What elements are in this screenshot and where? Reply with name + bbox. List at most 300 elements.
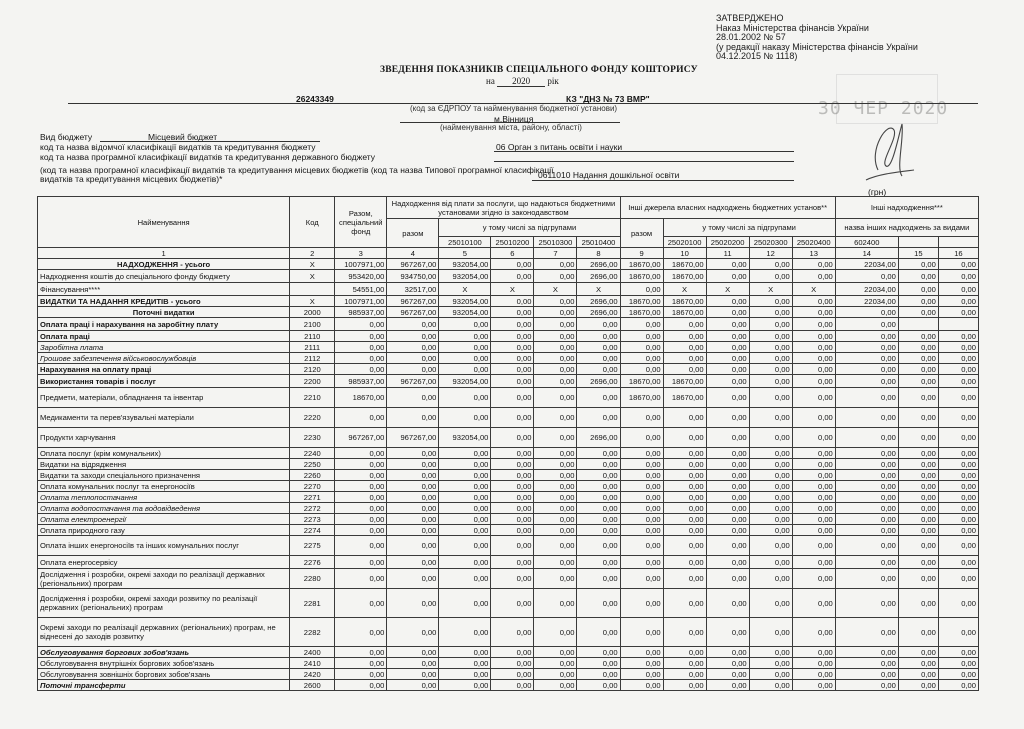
sub-code: 25020200 [706, 237, 749, 248]
row-name: ВИДАТКИ ТА НАДАННЯ КРЕДИТІВ - усього [38, 296, 290, 307]
table-row [38, 536, 979, 556]
row-value: 0,00 [577, 514, 620, 525]
row-value: 0,00 [835, 514, 898, 525]
row-code: 2600 [290, 680, 335, 691]
row-value: 0,00 [749, 318, 792, 331]
row-code: 2400 [290, 647, 335, 658]
row-value: 0,00 [898, 669, 938, 680]
row-value: 967267,00 [335, 428, 387, 448]
currency-unit: (грн) [868, 187, 887, 197]
row-value: X [706, 283, 749, 296]
row-value: 0,00 [835, 669, 898, 680]
row-value: 0,00 [577, 680, 620, 691]
row-value: 0,00 [620, 459, 663, 470]
table-row [38, 459, 979, 470]
row-value: 0,00 [749, 481, 792, 492]
row-value: 0,00 [491, 307, 534, 318]
row-value: 0,00 [749, 569, 792, 589]
row-code: 2111 [290, 342, 335, 353]
col-number: 10 [663, 248, 706, 259]
row-value: 0,00 [387, 647, 439, 658]
row-value: 0,00 [706, 525, 749, 536]
sub-code: 25020400 [792, 237, 835, 248]
row-value: 0,00 [387, 589, 439, 618]
row-value: 0,00 [335, 658, 387, 669]
row-value: 0,00 [706, 481, 749, 492]
row-code: 2281 [290, 589, 335, 618]
row-value: 0,00 [898, 283, 938, 296]
row-value: X [749, 283, 792, 296]
row-value: 0,00 [335, 589, 387, 618]
row-name: Оплата праці і нарахування на заробітну плату [38, 318, 290, 331]
row-name: Оплата водопостачання та водовідведення [38, 503, 290, 514]
row-name: Використання товарів і послуг [38, 375, 290, 388]
table-row [38, 647, 979, 658]
row-value: 0,00 [706, 658, 749, 669]
row-code: 2270 [290, 481, 335, 492]
row-value: 0,00 [706, 388, 749, 408]
row-value: 0,00 [439, 353, 491, 364]
row-value: 967267,00 [387, 296, 439, 307]
row-value: 0,00 [335, 481, 387, 492]
row-value: 2696,00 [577, 296, 620, 307]
row-value: 18670,00 [663, 307, 706, 318]
row-code [290, 283, 335, 296]
row-value: 0,00 [898, 618, 938, 647]
row-value: 0,00 [577, 459, 620, 470]
row-value: 0,00 [491, 647, 534, 658]
header-sum: разом [620, 219, 663, 248]
row-value: 0,00 [749, 428, 792, 448]
table-row [38, 296, 979, 307]
row-value: 0,00 [749, 459, 792, 470]
row-value: 0,00 [898, 259, 938, 270]
col-number: 3 [335, 248, 387, 259]
row-value: 0,00 [620, 353, 663, 364]
row-code: 2220 [290, 408, 335, 428]
approval-line: ЗАТВЕРДЖЕНО [716, 13, 784, 23]
row-value: 0,00 [749, 536, 792, 556]
row-value: 0,00 [577, 525, 620, 536]
row-value [898, 318, 938, 331]
header-other-income-group: Інші надходження*** [835, 197, 978, 219]
row-value: 0,00 [577, 481, 620, 492]
row-value: 0,00 [792, 408, 835, 428]
table-row [38, 569, 979, 589]
row-name: Грошове забезпечення військовослужбовців [38, 353, 290, 364]
row-value: 0,00 [577, 658, 620, 669]
row-value: 0,00 [387, 503, 439, 514]
row-value: 0,00 [387, 318, 439, 331]
row-value: 0,00 [620, 283, 663, 296]
row-value: 0,00 [898, 375, 938, 388]
row-value: 0,00 [938, 364, 978, 375]
header-sum: разом [387, 219, 439, 248]
row-value: 0,00 [335, 503, 387, 514]
row-name: Оплата енергосервісу [38, 556, 290, 569]
row-name: Поточні трансферти [38, 680, 290, 691]
row-value: 18670,00 [663, 259, 706, 270]
row-value: 0,00 [938, 470, 978, 481]
row-value: 934750,00 [387, 270, 439, 283]
row-value: 0,00 [792, 459, 835, 470]
row-name: Оплата інших енергоносіїв та інших комунальних послуг [38, 536, 290, 556]
row-value: 0,00 [620, 669, 663, 680]
row-value: 0,00 [387, 525, 439, 536]
sub-code: 25010300 [534, 237, 577, 248]
table-row [38, 481, 979, 492]
row-value: 0,00 [577, 364, 620, 375]
row-value: 0,00 [577, 669, 620, 680]
row-value: 967267,00 [387, 375, 439, 388]
row-value: 0,00 [898, 525, 938, 536]
row-value: 0,00 [491, 618, 534, 647]
row-value: 0,00 [835, 307, 898, 318]
col-number: 7 [534, 248, 577, 259]
row-value: 0,00 [898, 408, 938, 428]
table-row [38, 388, 979, 408]
row-name: Дослідження і розробки, окремі заходи по реалізації державних (регіональних) програм [38, 569, 290, 589]
row-value: 0,00 [387, 353, 439, 364]
row-value: 0,00 [491, 270, 534, 283]
row-value: 0,00 [663, 459, 706, 470]
table-row [38, 658, 979, 669]
row-value: 0,00 [792, 318, 835, 331]
row-value: 0,00 [577, 492, 620, 503]
row-value: 0,00 [749, 525, 792, 536]
row-value: 0,00 [491, 388, 534, 408]
row-value: 0,00 [620, 658, 663, 669]
row-value: 0,00 [577, 569, 620, 589]
budget-type-label: Вид бюджету [40, 132, 93, 142]
row-value: 0,00 [335, 680, 387, 691]
row-value: 0,00 [620, 448, 663, 459]
table-row [38, 270, 979, 283]
table-row [38, 259, 979, 270]
row-value: 0,00 [835, 318, 898, 331]
row-value: 0,00 [335, 618, 387, 647]
year-line [486, 76, 559, 87]
row-value: 0,00 [835, 270, 898, 283]
row-code: 2276 [290, 556, 335, 569]
prog-local-label: (код та назва програмної класифікації видатків та кредитування місцевих бюджетів (код та назва Типової програмної класифікації [40, 165, 554, 175]
row-value: 0,00 [491, 259, 534, 270]
table-row [38, 408, 979, 428]
row-value: 0,00 [439, 331, 491, 342]
row-value: 0,00 [749, 375, 792, 388]
row-value: 0,00 [387, 459, 439, 470]
row-value: 0,00 [792, 270, 835, 283]
row-value: 0,00 [898, 307, 938, 318]
row-value: 0,00 [663, 680, 706, 691]
row-value: 0,00 [749, 342, 792, 353]
row-code: 2273 [290, 514, 335, 525]
row-value: 0,00 [898, 459, 938, 470]
sub-code: 25010100 [439, 237, 491, 248]
row-code: 2210 [290, 388, 335, 408]
divider [494, 161, 794, 162]
row-value: 0,00 [534, 470, 577, 481]
row-value: 0,00 [706, 680, 749, 691]
row-value: 0,00 [706, 556, 749, 569]
row-value: 0,00 [577, 589, 620, 618]
row-value: 0,00 [491, 569, 534, 589]
row-name: Продукти харчування [38, 428, 290, 448]
row-value: 0,00 [749, 589, 792, 618]
row-value: 22034,00 [835, 283, 898, 296]
row-value: 0,00 [792, 353, 835, 364]
row-name: Оплата праці [38, 331, 290, 342]
row-value: 0,00 [898, 589, 938, 618]
table-row [38, 364, 979, 375]
header-total: Разом, спеціальний фонд [335, 197, 387, 248]
row-code: 2250 [290, 459, 335, 470]
row-value: 18670,00 [620, 375, 663, 388]
row-value: 0,00 [491, 375, 534, 388]
row-value: 0,00 [335, 647, 387, 658]
row-value: 2696,00 [577, 259, 620, 270]
row-value: 0,00 [835, 618, 898, 647]
row-value: 985937,00 [335, 307, 387, 318]
row-value: 0,00 [577, 470, 620, 481]
row-value: 0,00 [749, 503, 792, 514]
row-value: 18670,00 [620, 388, 663, 408]
row-value: 0,00 [439, 448, 491, 459]
row-value: 0,00 [620, 503, 663, 514]
row-value: 0,00 [577, 536, 620, 556]
row-code: X [290, 259, 335, 270]
row-value: 0,00 [835, 647, 898, 658]
row-value: 0,00 [439, 589, 491, 618]
institution-caption: (код за ЄДРПОУ та найменування бюджетної установи) [410, 104, 618, 113]
row-value: 0,00 [749, 331, 792, 342]
row-value: 0,00 [577, 647, 620, 658]
row-value: 0,00 [706, 514, 749, 525]
row-value: 0,00 [620, 680, 663, 691]
row-value: 2696,00 [577, 307, 620, 318]
row-value: 0,00 [387, 331, 439, 342]
row-value: 0,00 [620, 470, 663, 481]
row-value: 0,00 [577, 353, 620, 364]
row-code: X [290, 296, 335, 307]
col-number: 8 [577, 248, 620, 259]
row-value: 0,00 [663, 647, 706, 658]
row-value: 0,00 [835, 569, 898, 589]
row-value: 0,00 [387, 669, 439, 680]
row-value: 0,00 [706, 569, 749, 589]
row-value: 0,00 [938, 307, 978, 318]
row-code: 2230 [290, 428, 335, 448]
row-value: 0,00 [938, 459, 978, 470]
row-value: 0,00 [534, 270, 577, 283]
row-value: 0,00 [706, 353, 749, 364]
row-code: 2100 [290, 318, 335, 331]
row-value: 0,00 [577, 503, 620, 514]
row-value: 0,00 [663, 514, 706, 525]
header-code: Код [290, 197, 335, 248]
row-value: X [577, 283, 620, 296]
row-code: 2240 [290, 448, 335, 459]
divider [532, 180, 794, 181]
row-value: 0,00 [835, 481, 898, 492]
row-value: 0,00 [898, 296, 938, 307]
row-value: 932054,00 [439, 259, 491, 270]
row-value: X [663, 283, 706, 296]
row-value: 0,00 [835, 470, 898, 481]
row-value: 0,00 [335, 536, 387, 556]
row-value: 0,00 [749, 448, 792, 459]
row-value: 0,00 [663, 318, 706, 331]
row-value: 0,00 [620, 589, 663, 618]
row-name: Заробітна плата [38, 342, 290, 353]
row-value: 0,00 [439, 680, 491, 691]
row-value: 0,00 [663, 481, 706, 492]
row-value: 0,00 [706, 307, 749, 318]
row-value: 0,00 [835, 364, 898, 375]
row-value: 2696,00 [577, 270, 620, 283]
row-value: 0,00 [706, 448, 749, 459]
estimate-table [37, 196, 979, 691]
row-value: 0,00 [439, 470, 491, 481]
row-value: 0,00 [577, 448, 620, 459]
col-number: 14 [835, 248, 898, 259]
row-value: 0,00 [335, 492, 387, 503]
prog-local-value: 0611010 Надання дошкільної освіти [538, 170, 680, 180]
row-value: 0,00 [534, 481, 577, 492]
budget-type-value: Місцевий бюджет [148, 132, 218, 142]
row-value: 0,00 [706, 536, 749, 556]
row-value: 0,00 [439, 536, 491, 556]
row-value: 18670,00 [620, 259, 663, 270]
row-value: 0,00 [577, 408, 620, 428]
row-value: 0,00 [792, 342, 835, 353]
row-value: 0,00 [534, 448, 577, 459]
city-name: м.Вінниця [494, 114, 534, 124]
row-value: 0,00 [938, 525, 978, 536]
row-value: 0,00 [387, 388, 439, 408]
row-value: 0,00 [387, 556, 439, 569]
row-value: 0,00 [387, 569, 439, 589]
row-value: 0,00 [620, 556, 663, 569]
row-code: 2112 [290, 353, 335, 364]
row-value: 0,00 [663, 536, 706, 556]
row-value: 0,00 [335, 514, 387, 525]
row-code: 2420 [290, 669, 335, 680]
row-value: 0,00 [792, 536, 835, 556]
row-value: 932054,00 [439, 307, 491, 318]
row-value: 0,00 [335, 669, 387, 680]
row-value: 0,00 [706, 647, 749, 658]
row-value: 0,00 [534, 459, 577, 470]
row-value: 0,00 [792, 569, 835, 589]
row-name: Окремі заходи по реалізації державних (регіональних) програм, не віднесені до заходів розвитку [38, 618, 290, 647]
row-value: 0,00 [898, 331, 938, 342]
row-value: 0,00 [835, 428, 898, 448]
row-value: 0,00 [620, 408, 663, 428]
row-value: 0,00 [577, 618, 620, 647]
row-value: 0,00 [835, 388, 898, 408]
row-value: 0,00 [663, 428, 706, 448]
row-value: 0,00 [835, 589, 898, 618]
table-row [38, 680, 979, 691]
table-row [38, 342, 979, 353]
row-value: 0,00 [706, 296, 749, 307]
row-value: 0,00 [938, 556, 978, 569]
row-value: 0,00 [663, 470, 706, 481]
row-value: 0,00 [491, 669, 534, 680]
row-value: 0,00 [663, 556, 706, 569]
row-value: 0,00 [663, 569, 706, 589]
row-value: 0,00 [898, 428, 938, 448]
row-value: 0,00 [938, 492, 978, 503]
row-value: 0,00 [898, 514, 938, 525]
row-value: 0,00 [835, 459, 898, 470]
row-value: 0,00 [792, 388, 835, 408]
row-value: 0,00 [706, 618, 749, 647]
sub-code: 25020300 [749, 237, 792, 248]
row-value: 0,00 [534, 536, 577, 556]
row-value: 0,00 [335, 556, 387, 569]
table-row [38, 448, 979, 459]
row-value: 0,00 [663, 408, 706, 428]
column-number-row [38, 248, 979, 259]
table-row [38, 331, 979, 342]
col-number: 16 [938, 248, 978, 259]
row-value: 0,00 [749, 556, 792, 569]
row-value: 0,00 [835, 492, 898, 503]
row-value: 0,00 [439, 647, 491, 658]
row-value: 0,00 [620, 318, 663, 331]
signature-icon [858, 110, 918, 190]
year-suffix: рік [547, 76, 559, 86]
sub-code: 602400 [835, 237, 898, 248]
row-value: 0,00 [898, 556, 938, 569]
row-value: 0,00 [387, 470, 439, 481]
row-name: Оплата природного газу [38, 525, 290, 536]
row-value: 0,00 [335, 459, 387, 470]
row-value: 0,00 [835, 525, 898, 536]
row-value: 0,00 [938, 618, 978, 647]
row-name: Оплата електроенергії [38, 514, 290, 525]
row-value: 0,00 [835, 556, 898, 569]
row-value: 1007971,00 [335, 259, 387, 270]
row-value: 0,00 [491, 342, 534, 353]
row-value: 0,00 [491, 556, 534, 569]
row-value: 0,00 [835, 448, 898, 459]
row-name: Оплата теплопостачання [38, 492, 290, 503]
row-value: 0,00 [792, 669, 835, 680]
col-number: 2 [290, 248, 335, 259]
row-value: 0,00 [749, 270, 792, 283]
table-row [38, 353, 979, 364]
row-code: 2282 [290, 618, 335, 647]
row-value: 0,00 [898, 388, 938, 408]
row-value: 0,00 [387, 342, 439, 353]
col-number: 12 [749, 248, 792, 259]
row-value: 0,00 [439, 318, 491, 331]
row-value: 0,00 [938, 514, 978, 525]
row-value: 0,00 [439, 503, 491, 514]
row-value: 0,00 [577, 318, 620, 331]
row-value: 0,00 [938, 669, 978, 680]
row-value: 0,00 [663, 492, 706, 503]
row-value: 0,00 [534, 388, 577, 408]
sub-code: 25020100 [663, 237, 706, 248]
row-name: Предмети, матеріали, обладнання та інвентар [38, 388, 290, 408]
row-value: 0,00 [706, 589, 749, 618]
row-value: 0,00 [534, 408, 577, 428]
row-value: 0,00 [706, 470, 749, 481]
